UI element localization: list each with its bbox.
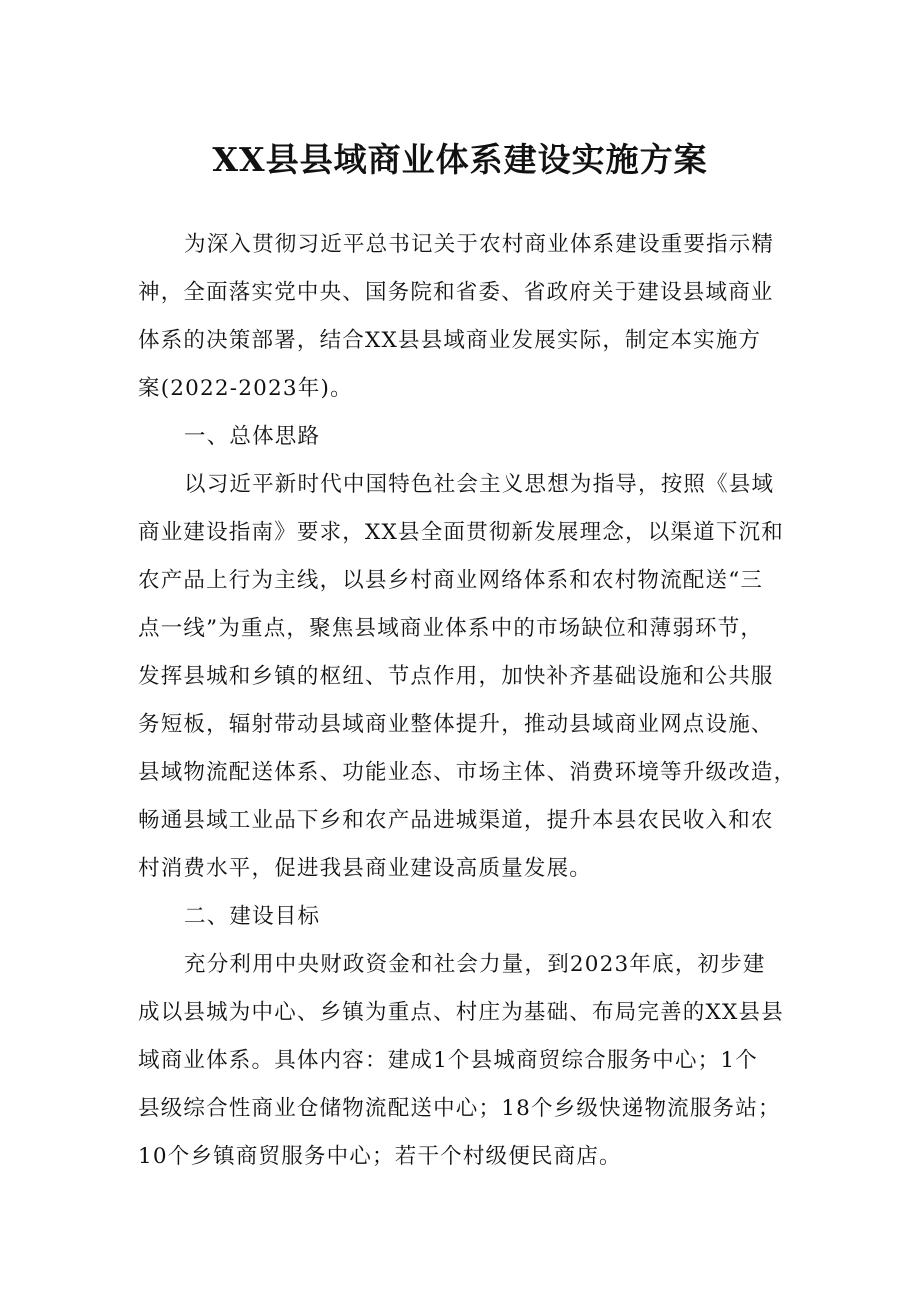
section2-line: 10个乡镇商贸服务中心；若干个村级便民商店。 — [138, 1144, 622, 1169]
section1-line: 农产品上行为主线，以县乡村商业网络体系和农村物流配送“三 — [138, 568, 764, 593]
section2-line: 域商业体系。具体内容：建成1个县城商贸综合服务中心；1个 — [138, 1048, 758, 1073]
intro-paragraph — [138, 221, 798, 413]
section1-line: 发挥县城和乡镇的枢纽、节点作用，加快补齐基础设施和公共服 — [138, 664, 774, 689]
section2-line: 充分利用中央财政资金和社会力量，到2023年底，初步建 — [184, 952, 766, 977]
intro-line: 神，全面落实党中央、国务院和省委、省政府关于建设县域商业 — [138, 280, 774, 305]
section2-paragraph — [138, 941, 798, 1181]
section1-heading-block — [138, 413, 798, 461]
section1-line: 务短板，辐射带动县域商业整体提升，推动县域商业网点设施、 — [138, 712, 774, 737]
intro-line: 为深入贯彻习近平总书记关于农村商业体系建设重要指示精 — [184, 232, 775, 257]
document-title: XX县县域商业体系建设实施方案 — [212, 140, 708, 179]
section1-line: 县域物流配送体系、功能业态、市场主体、消费环境等升级改造， — [138, 760, 797, 785]
section1-line: 以习近平新时代中国特色社会主义思想为指导，按照《县域 — [184, 472, 775, 497]
intro-line: 案(2022-2023年)。 — [138, 376, 353, 401]
section1-paragraph — [138, 461, 798, 893]
section1-heading: 一、总体思路 — [184, 424, 321, 449]
section2-heading-block — [138, 893, 798, 941]
intro-line: 体系的决策部署，结合XX县县域商业发展实际，制定本实施方 — [138, 328, 762, 353]
section1-line: 点一线”为重点，聚焦县域商业体系中的市场缺位和薄弱环节， — [138, 616, 764, 641]
section2-heading: 二、建设目标 — [184, 904, 321, 929]
section1-line: 畅通县域工业品下乡和农产品进城渠道，提升本县农民收入和农 — [138, 808, 774, 833]
section1-line: 商业建设指南》要求，XX县全面贯彻新发展理念，以渠道下沉和 — [138, 520, 784, 545]
section2-line: 县级综合性商业仓储物流配送中心；18个乡级快递物流服务站； — [138, 1096, 781, 1121]
section2-line: 成以县城为中心、乡镇为重点、村庄为基础、布局完善的XX县县 — [138, 1000, 784, 1025]
section1-line: 村消费水平，促进我县商业建设高质量发展。 — [138, 856, 593, 881]
